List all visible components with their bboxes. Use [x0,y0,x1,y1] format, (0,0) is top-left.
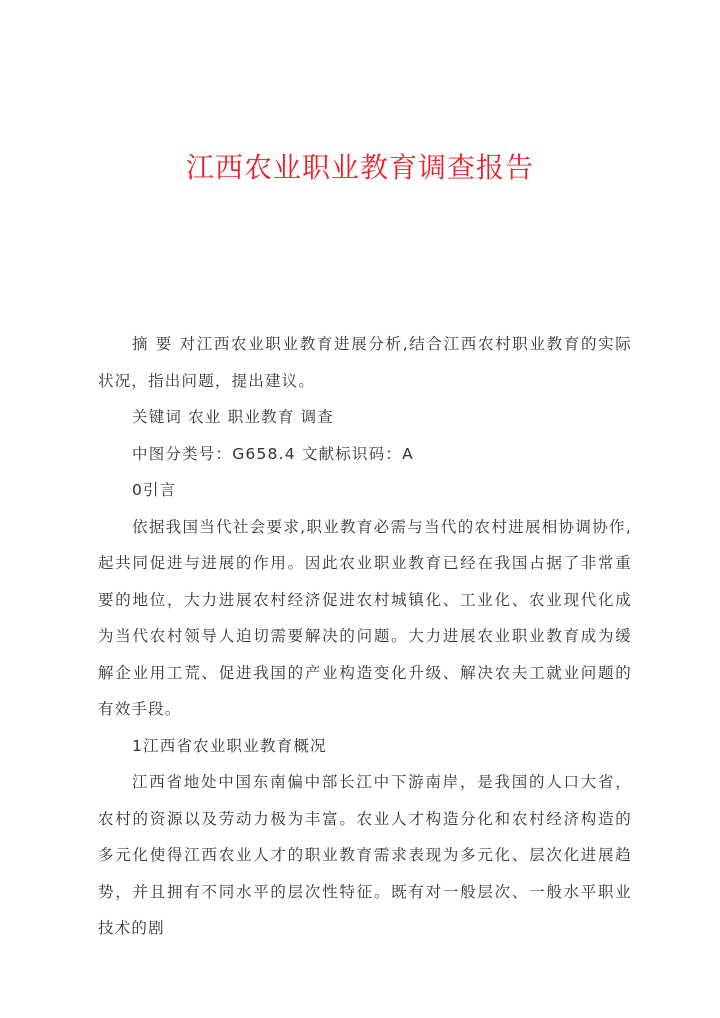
document-body [98,326,632,947]
intro-paragraph: 依据我国当代社会要求,职业教育必需与当代的农村进展相协调协作,起共同促进与进展的作用。因此农业职业教育已经在我国占据了非常重要的地位，大力进展农村经济促进农村城镇化、工业化、农业现代化成为当代农村领导人迫切需要解决的问题。大力进展农业职业教育成为缓解企业用工荒、促进我国的产业构造变化升级、解决农夫工就业问题的有效手段。 [98,517,632,718]
section-heading-intro: 0引言 [132,481,177,499]
overview-paragraph: 江西省地处中国东南偏中部长江中下游南岸，是我国的人口大省，农村的资源以及劳动力极为丰富。农业人才构造分化和农村经济构造的多元化使得江西农业人才的职业教育需求表现为多元化、层次化进展趋势，并且拥有不同水平的层次性特征。既有对一般层次、一般水平职业技术的剧 [98,773,632,937]
document-title: 江西农业职业教育调查报告 [185,151,534,184]
keywords-line: 关键词 农业 职业教育 调查 [132,408,335,426]
classification-line: 中图分类号：G658.4 文献标识码：A [132,444,414,463]
abstract-paragraph: 摘 要 对江西农业职业教育进展分析,结合江西农村职业教育的实际状况，指出问题，提出建议。 [98,335,632,390]
section-heading-overview: 1江西省农业职业教育概况 [132,736,327,755]
